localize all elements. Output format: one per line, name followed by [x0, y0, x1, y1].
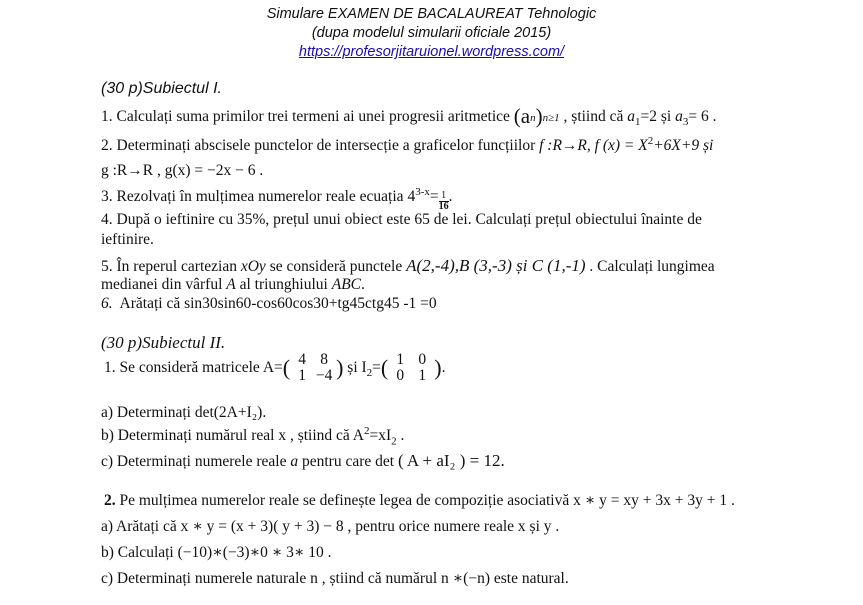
- equals: =: [429, 188, 439, 206]
- matrix-cell: −4: [315, 367, 333, 385]
- equals: =: [372, 358, 381, 376]
- period: .: [448, 188, 453, 206]
- xoy: xOy: [240, 258, 266, 275]
- question-4-line1: 4. După o ieftinire cu 35%, prețul unui obiect este 65 de lei. Calculați prețul obiectului înainte de: [101, 211, 702, 228]
- problem-1b-text: b) Determinați numărul real x , știind că A: [101, 427, 364, 445]
- paren-open: (: [282, 354, 291, 380]
- var-a: a: [290, 453, 299, 470]
- question-3-text: 3. Rezolvați în mulțimea numerelor reale ecuația: [101, 188, 404, 206]
- question-5-mid: se consideră punctele: [269, 258, 403, 275]
- question-1-text: 1. Calculați suma primilor trei termeni ai unei progresii aritmetice: [101, 108, 510, 125]
- subscript: 2: [391, 435, 397, 448]
- question-4-line2: ieftinire.: [101, 231, 154, 248]
- problem-1: [104, 352, 445, 385]
- and-text: și I: [347, 358, 367, 376]
- period: .: [361, 276, 365, 293]
- vertex-a: A: [226, 276, 236, 293]
- subscript-1: 1: [635, 116, 641, 129]
- points: A(2,-4),B (3,-3) și C (1,-1): [406, 256, 586, 275]
- subscript-3: 3: [682, 116, 689, 129]
- period: .: [441, 358, 446, 376]
- header-subtitle: (dupa modelul simularii oficiale 2015): [311, 25, 552, 41]
- matrix-cell: 0: [418, 351, 427, 368]
- det-expression: ( A + aI₂ ) = 12.: [397, 451, 505, 470]
- problem-1c: [101, 451, 505, 471]
- problem-2c: c) Determinați numerele naturale n , știind că numărul n ∗(−n) este natural.: [101, 570, 569, 587]
- question-5-line1: [101, 256, 715, 276]
- matrix-cell: 8: [320, 351, 328, 368]
- question-6-number: 6.: [101, 295, 113, 312]
- term-a: a: [627, 108, 635, 125]
- paren-close: ): [535, 104, 543, 128]
- base: 4: [407, 188, 416, 206]
- problem-2-number: 2.: [104, 492, 116, 509]
- question-6-text: Arătați că sin30sin60-cos60cos30+tg45ctg45 -1 =0: [119, 295, 437, 312]
- problem-1c-text: c) Determinați numerele reale: [101, 453, 287, 470]
- problem-1b: [101, 425, 404, 447]
- problem-2-text: Pe mulțimea numerelor reale se definește legea de compoziție asociativă x ∗ y = xy + 3x + 3y + 1 .: [119, 492, 735, 509]
- exponent: 2: [364, 425, 370, 437]
- problem-2: [104, 491, 735, 510]
- alpha-symbol: a: [520, 104, 531, 128]
- question-3: [101, 186, 452, 213]
- denominator: 16: [438, 201, 449, 213]
- triangle-abc: ABC: [331, 276, 362, 293]
- section1-title: (30 p)Subiectul I.: [101, 80, 222, 97]
- question-5-line2: [101, 276, 365, 294]
- question-2-line2: g :R→R , g(x) = −2x − 6 .: [101, 162, 264, 179]
- problem-1b-rest: =xI: [369, 427, 392, 445]
- header-url-link[interactable]: https://profesorjitaruionel.wordpress.com/: [298, 44, 565, 60]
- section2-title: (30 p)Subiectul II.: [101, 333, 226, 352]
- problem-2b: b) Calculați (−10)∗(−3)∗0 ∗ 3∗ 10 .: [101, 544, 332, 561]
- matrix-cell: 1: [298, 367, 306, 385]
- matrix-i2: [389, 352, 433, 385]
- matrix-a: [291, 352, 335, 385]
- header-title: Simulare EXAMEN DE BACALAUREAT Tehnologic: [266, 6, 597, 22]
- condition: n≥1: [542, 112, 560, 124]
- fraction: [439, 191, 449, 213]
- question-1-rest: , știind că: [563, 108, 624, 125]
- paren-open: (: [380, 354, 389, 380]
- matrix-cell: 1: [396, 351, 405, 368]
- matrix-cell: 0: [396, 367, 405, 385]
- paren-close: ): [336, 354, 344, 380]
- term-a3: a: [675, 108, 683, 125]
- matrix-cell: 4: [298, 351, 306, 368]
- subscript-n: n: [530, 112, 536, 124]
- question-6: [101, 295, 437, 313]
- problem-1c-rest: pentru care det: [301, 453, 395, 470]
- function-f: f :R→R, f (x) = X: [539, 137, 648, 155]
- matrix-cell: 1: [418, 367, 427, 385]
- eq-1: =2 și: [640, 108, 672, 125]
- function-f-rest: +6X+9 și: [653, 137, 714, 155]
- numerator: 1: [439, 191, 449, 203]
- problem-2a: a) Arătați că x ∗ y = (x + 3)( y + 3) − 8 , pentru orice numere reale x și y .: [101, 518, 560, 535]
- problem-1a: a) Determinați det(2A+I₂).: [101, 404, 267, 421]
- question-5-start: 5. În reperul cartezian: [101, 258, 237, 275]
- problem-1-intro: 1. Se consideră matricele A=: [104, 358, 283, 376]
- median-text: medianei din vârful: [101, 276, 223, 293]
- header-link-wrap: [0, 44, 863, 60]
- question-2-text: 2. Determinați abscisele punctelor de intersecție a graficelor funcțiilor: [101, 137, 536, 155]
- question-5-end: . Calculați lungimea: [589, 258, 715, 275]
- subscript: 2: [366, 366, 373, 379]
- question-2-line1: [101, 135, 713, 155]
- triangle-text: al triunghiului: [239, 276, 328, 293]
- exponent: 3-x: [415, 186, 430, 198]
- paren-open: (: [513, 104, 521, 128]
- paren-close: ): [434, 354, 442, 380]
- exponent-2: 2: [647, 135, 654, 147]
- eq-3: = 6 .: [688, 108, 717, 125]
- period: .: [396, 427, 405, 445]
- question-1: [101, 106, 716, 128]
